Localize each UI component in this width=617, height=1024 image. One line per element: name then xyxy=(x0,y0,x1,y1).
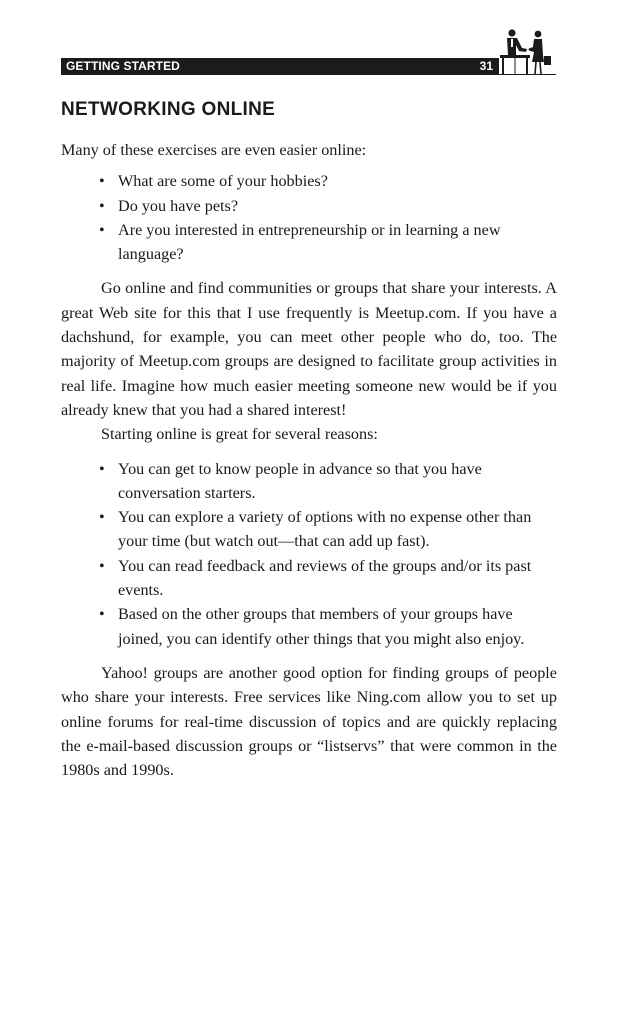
list-item: • You can read feedback and reviews of the groups and/or its past events. xyxy=(118,554,557,603)
section-title: NETWORKING ONLINE xyxy=(61,99,276,120)
running-header xyxy=(61,58,499,75)
intro-paragraph: Many of these exercises are even easier online: xyxy=(61,141,367,159)
handshake-icon xyxy=(498,28,556,76)
body-text xyxy=(61,138,557,782)
list-item: • Are you interested in entrepreneurship or in learning a new language? xyxy=(118,218,557,267)
questions-list xyxy=(61,169,557,266)
paragraph: Yahoo! groups are another good option for finding groups of people who share your interests. Free services like Ning.com allow you to set up online forums for real-time discussion of topics and are quickly replacing the e-mail-based discussion groups or “listservs” that were common in the 1980s and 1990s. xyxy=(61,663,557,780)
reasons-list xyxy=(61,457,557,651)
bullet: • xyxy=(99,508,105,527)
bullet: • xyxy=(99,172,105,191)
list-item: • You can explore a variety of options with no expense other than your time (but watch out—that can add up fast). xyxy=(118,505,557,554)
list-item: • What are some of your hobbies? xyxy=(118,169,557,193)
list-item: • You can get to know people in advance so that you have conversation starters. xyxy=(118,457,557,506)
bullet: • xyxy=(99,196,105,215)
list-item: • Based on the other groups that members of your groups have joined, you can identify other things that you might also enjoy. xyxy=(118,602,557,651)
list-item: • Do you have pets? xyxy=(118,194,557,218)
bullet: • xyxy=(99,459,105,478)
page-number: 31 xyxy=(479,59,493,73)
bullet: • xyxy=(99,556,105,575)
paragraph: Starting online is great for several reasons: xyxy=(101,425,378,444)
bullet: • xyxy=(99,605,105,624)
running-header-label: GETTING STARTED xyxy=(66,59,180,73)
bullet: • xyxy=(99,220,105,239)
paragraph: Go online and find communities or groups that share your interests. A great Web site for this that I use frequently is Meetup.com. If you have a dachshund, for example, you can meet other people who do, too. The majority of Meetup.com groups are designed to facilitate group activities in real life. Imagine how much easier meeting someone new would be if you already knew that you had a shared interest! xyxy=(61,279,557,419)
